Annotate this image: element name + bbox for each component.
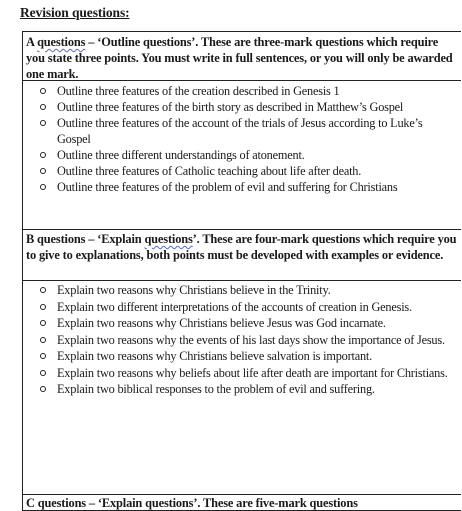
section-a-header bbox=[23, 34, 461, 82]
bullet-icon bbox=[40, 184, 46, 190]
divider bbox=[23, 229, 461, 230]
list-item: Outline three different understandings of atonement. bbox=[23, 147, 461, 163]
section-a-prefix: A bbox=[26, 35, 38, 49]
section-b-header bbox=[23, 231, 461, 263]
bullet-icon bbox=[40, 120, 46, 126]
section-a-list bbox=[23, 83, 461, 195]
bullet-icon bbox=[40, 353, 46, 359]
section-b-spellcheck-word: questions bbox=[144, 232, 193, 246]
bullet-icon bbox=[40, 88, 46, 94]
bullet-icon bbox=[40, 168, 46, 174]
list-item: Explain two biblical responses to the problem of evil and suffering. bbox=[23, 381, 461, 398]
divider bbox=[23, 280, 461, 281]
list-item: Outline three features of Catholic teaching about life after death. bbox=[23, 163, 461, 179]
bullet-icon bbox=[40, 152, 46, 158]
list-item: Explain two reasons why Christians believe Jesus was God incarnate. bbox=[23, 315, 461, 332]
bullet-icon bbox=[40, 386, 46, 392]
section-b-prefix: B questions – ‘Explain bbox=[26, 232, 145, 246]
section-a-spellcheck-word: questions bbox=[37, 35, 86, 49]
list-item: Explain two reasons why Christians believe in the Trinity. bbox=[23, 282, 461, 299]
page-title: Revision questions: bbox=[20, 5, 130, 20]
list-item: Explain two reasons why the events of his last days show the importance of Jesus. bbox=[23, 332, 461, 349]
bullet-icon bbox=[40, 370, 46, 376]
divider bbox=[23, 80, 461, 81]
list-item: Outline three features of the birth story as described in Matthew’s Gospel bbox=[23, 99, 461, 115]
list-item: Explain two different interpretations of the accounts of creation in Genesis. bbox=[23, 299, 461, 316]
section-c-header: C questions – ‘Explain questions’. These are five-mark questions bbox=[26, 496, 358, 510]
list-item: Explain two reasons why Christians believe salvation is important. bbox=[23, 348, 461, 365]
section-b-description: ’. These are four-mark questions which require you to give to explanations, both points must be developed with examples or evidence. bbox=[26, 232, 457, 262]
bullet-icon bbox=[40, 287, 46, 293]
section-b-list bbox=[23, 282, 461, 398]
bullet-icon bbox=[40, 337, 46, 343]
bullet-icon bbox=[40, 320, 46, 326]
bullet-icon bbox=[40, 104, 46, 110]
section-a-description: – ‘Outline questions’. These are three-mark questions which require you state three points. You must write in full sentences, or you will only be awarded one mark. bbox=[26, 35, 453, 81]
revision-table bbox=[22, 31, 461, 511]
bullet-icon bbox=[40, 304, 46, 310]
list-item: Outline three features of the problem of evil and suffering for Christians bbox=[23, 179, 461, 195]
list-item: Outline three features of the account of the trials of Jesus according to Luke’s Gospel bbox=[23, 115, 461, 147]
list-item: Explain two reasons why beliefs about life after death are important for Christians. bbox=[23, 365, 461, 382]
list-item: Outline three features of the creation described in Genesis 1 bbox=[23, 83, 461, 99]
